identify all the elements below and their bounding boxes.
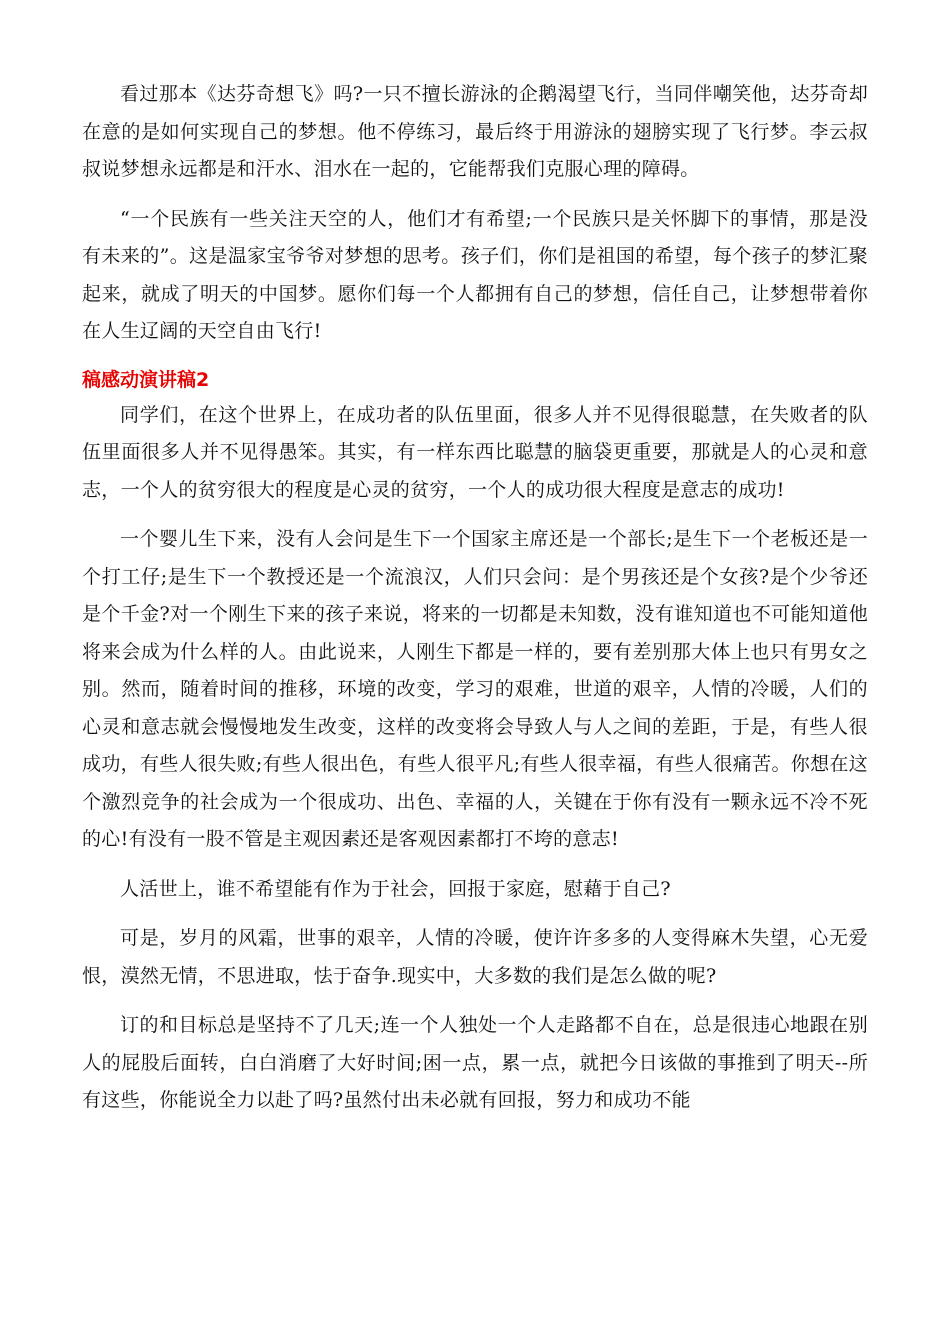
paragraph-baby-born: 一个婴儿生下来，没有人会问是生下一个国家主席还是一个部长;是生下一个老板还是一个打工仔;是生下一个教授还是一个流浪汉，人们只会问：是个男孩还是个女孩?是个少爷还是个千金?对一个刚生下来的孩子来说，将来的一切都是未知数，没有谁知道也不可能知道他将来会成为什么样的人。由此说来，人刚生下都是一样的，要有差别那大体上也只有男女之别。然而，随着时间的推移，环境的改变，学习的艰难，世道的艰辛，人情的冷暖，人们的心灵和意志就会慢慢地发生改变，这样的改变将会导致人与人之间的差距，于是，有些人很成功，有些人很失败;有些人很出色，有些人很平凡;有些人很幸福，有些人很痛苦。你想在这个激烈竞争的社会成为一个很成功、出色、幸福的人，关键在于你有没有一颗永远不冷不死的心!有没有一股不管是主观因素还是客观因素都打不垮的意志! xyxy=(82,528,868,850)
section-heading: 稿感动演讲稿2 xyxy=(82,368,210,391)
paragraph-davinci: 看过那本《达芬奇想飞》吗?一只不擅长游泳的企鹅渴望飞行，当同伴嘲笑他，达芬奇却在意的是如何实现自己的梦想。他不停练习，最后终于用游泳的翅膀实现了飞行梦。李云叔叔说梦想永远都是和汗水、泪水在一起的，它能帮我们克服心理的障碍。 xyxy=(82,83,868,180)
paragraph-life-hope: 人活世上，谁不希望能有作为于社会，回报于家庭，慰藉于自己? xyxy=(120,877,671,900)
document-page xyxy=(82,76,868,1120)
paragraph-years-frost: 可是，岁月的风霜，世事的艰辛，人情的冷暖，使许许多多的人变得麻木失望，心无爱恨，漠然无情，不思进取，怯于奋争.现实中，大多数的我们是怎么做的呢? xyxy=(82,927,868,987)
paragraph-goals: 订的和目标总是坚持不了几天;连一个人独处一个人走路都不自在，总是很违心地跟在别人的屁股后面转，白白消磨了大好时间;困一点，累一点，就把今日该做的事推到了明天--所有这些，你能说全力以赴了吗?虽然付出未必就有回报，努力和成功不能 xyxy=(82,1014,868,1111)
paragraph-nation-dream: “一个民族有一些关注天空的人，他们才有希望;一个民族只是关怀脚下的事情，那是没有未来的”。这是温家宝爷爷对梦想的思考。孩子们，你们是祖国的希望，每个孩子的梦汇聚起来，就成了明天的中国梦。愿你们每一个人都拥有自己的梦想，信任自己，让梦想带着你在人生辽阔的天空自由飞行! xyxy=(82,207,868,342)
paragraph-success-will: 同学们，在这个世界上，在成功者的队伍里面，很多人并不见得很聪慧，在失败者的队伍里面很多人并不见得愚笨。其实，有一样东西比聪慧的脑袋更重要，那就是人的心灵和意志，一个人的贫穷很大的程度是心灵的贫穷，一个人的成功很大程度是意志的成功! xyxy=(82,403,868,501)
